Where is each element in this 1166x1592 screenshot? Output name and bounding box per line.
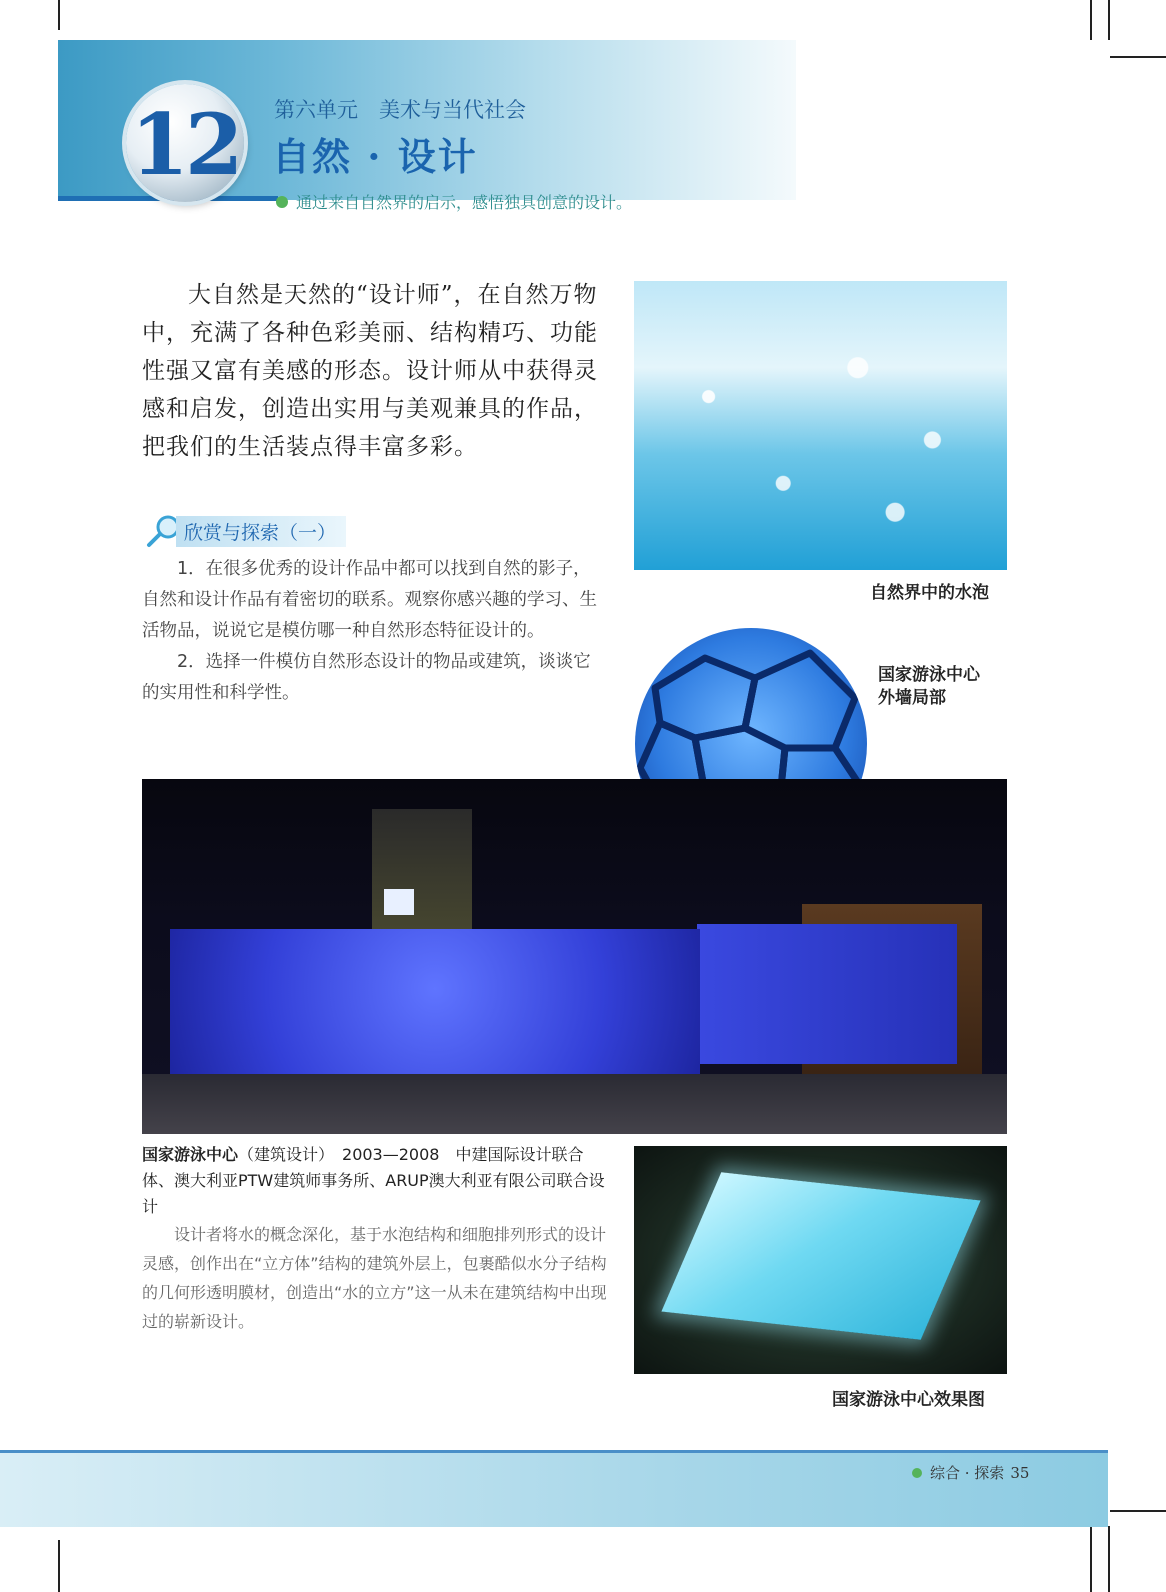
building-name: 国家游泳中心 (142, 1145, 239, 1164)
water-cube-front (170, 929, 700, 1079)
facade-caption-line1: 国家游泳中心 (878, 665, 980, 685)
unit-subtitle: 第六单元 美术与当代社会 (274, 98, 526, 122)
water-bubbles-photo (634, 281, 1007, 570)
crop-mark-bottom-left (58, 1540, 60, 1592)
water-bubbles-caption: 自然界中的水泡 (870, 583, 989, 603)
intro-paragraph: 大自然是天然的“设计师”，在自然万物中，充满了各种色彩美丽、结构精巧、功能性强又富有美感的形态。设计师从中获得灵感和启发，创造出实用与美观兼具的作品，把我们的生活装点得丰富多彩。 (142, 282, 598, 460)
tower-building (372, 809, 472, 949)
lesson-title: 自然 · 设计 (272, 134, 478, 179)
building-description: 设计者将水的概念深化，基于水泡结构和细胞排列形式的设计灵感，创作出在“立方体”结构的建筑外层上，包裹酷似水分子结构的几何形透明膜材，创造出“水的立方”这一从未在建筑结构中出现过的崭新设计。 (142, 1225, 607, 1331)
page-number: 35 (1010, 1463, 1030, 1482)
building-credit (142, 1142, 608, 1220)
plaza-ground (142, 1074, 1007, 1134)
section-item-2: 2．选择一件模仿自然形态设计的物品或建筑，谈谈它的实用性和科学性。 (142, 652, 591, 703)
lesson-goal-text: 通过来自自然界的启示，感悟独具创意的设计。 (296, 193, 633, 212)
lesson-goal (276, 190, 632, 213)
green-dot-icon (276, 196, 288, 208)
water-cube-rendering-photo (634, 1146, 1007, 1374)
rendering-cube (661, 1172, 980, 1339)
section-heading (146, 514, 346, 548)
crop-mark-bottom-right-h (1110, 1510, 1166, 1512)
crop-mark-top-right-v1 (1090, 0, 1092, 40)
unit-number: 12 (130, 95, 240, 194)
crop-mark-top-left (58, 0, 60, 30)
tower-screen (384, 889, 414, 915)
unit-number-badge (126, 84, 244, 202)
green-dot-icon (912, 1468, 922, 1478)
water-cube-side (697, 924, 957, 1064)
footer-label: 综合 · 探索 (930, 1464, 1005, 1482)
section-heading-label: 欣赏与探索（一） (176, 516, 346, 547)
section-item-1: 1．在很多优秀的设计作品中都可以找到自然的影子，自然和设计作品有着密切的联系。观察你感兴趣的学习、生活物品，说说它是模仿哪一种自然形态特征设计的。 (142, 559, 597, 641)
water-cube-night-photo (142, 779, 1007, 1134)
crop-mark-top-right-v2 (1108, 0, 1110, 40)
facade-detail-caption (878, 664, 980, 710)
section-items (142, 554, 608, 709)
rendering-caption: 国家游泳中心效果图 (832, 1390, 985, 1410)
page-footer (912, 1462, 1029, 1483)
crop-mark-bottom-right-v1 (1090, 1526, 1092, 1592)
crop-mark-bottom-right-v2 (1108, 1526, 1110, 1592)
building-credit-details: （建筑设计） 2003—2008 中建国际设计联合体、澳大利亚PTW建筑师事务所、ARUP澳大利亚有限公司联合设计 (142, 1145, 605, 1216)
facade-caption-line2: 外墙局部 (878, 688, 946, 708)
crop-mark-top-right-h (1110, 56, 1166, 58)
